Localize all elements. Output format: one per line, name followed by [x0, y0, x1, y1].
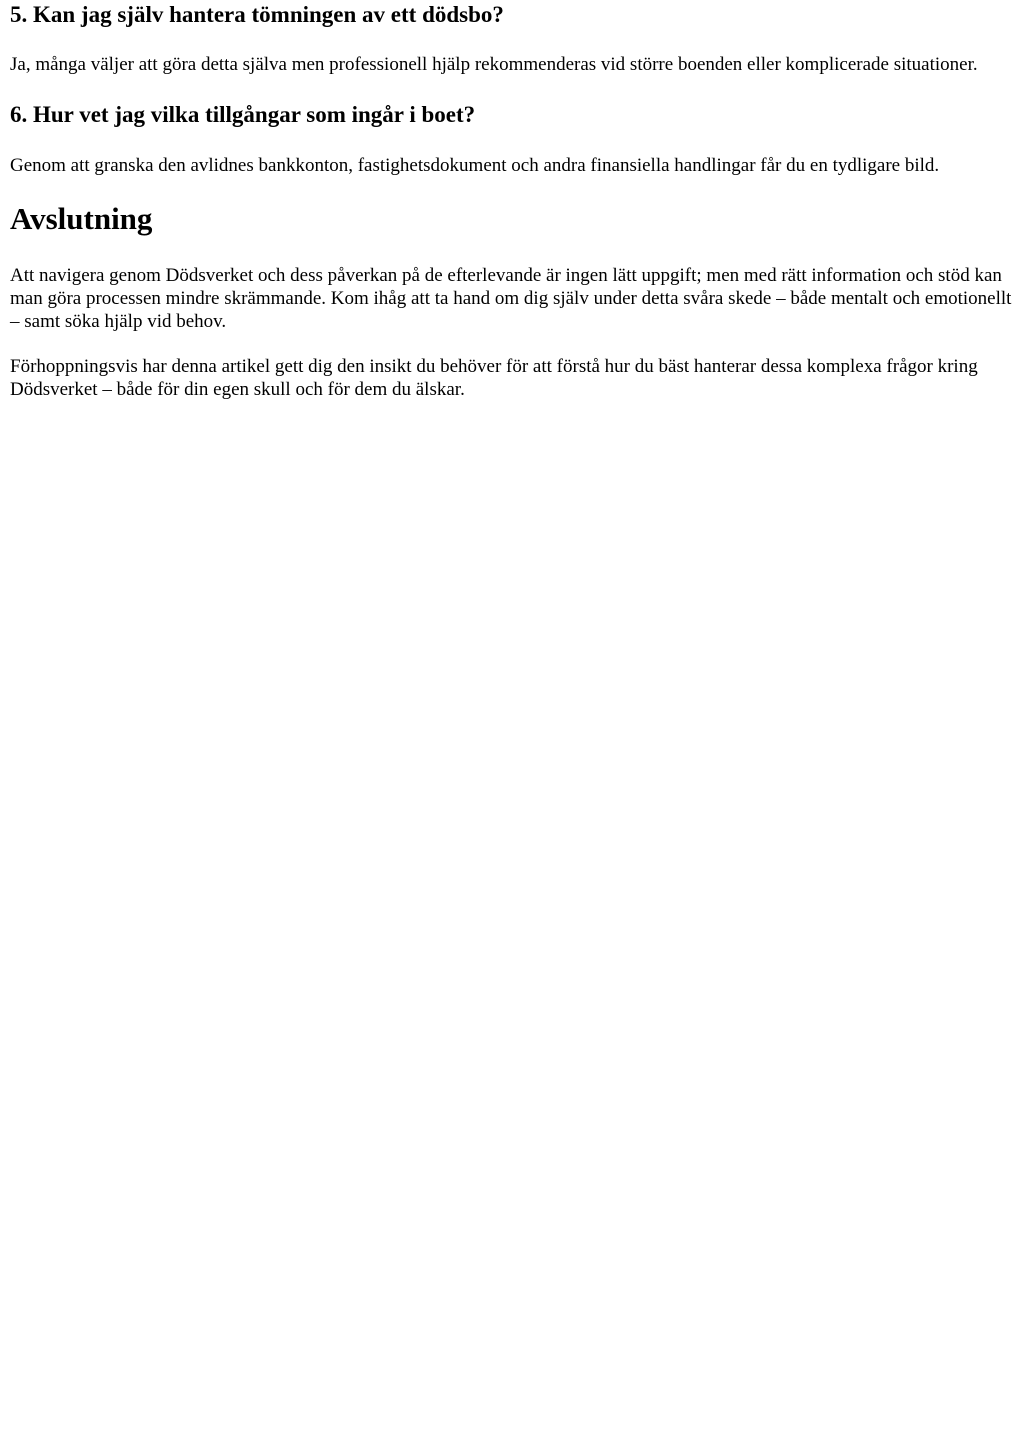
article-body — [0, 1, 1024, 401]
faq-answer-6: Genom att granska den avlidnes bankkonton, fastighetsdokument och andra finansiella handlingar får du en tydligare bild. — [10, 155, 940, 176]
faq-question-5-heading: 5. Kan jag själv hantera tömningen av ett dödsbo? — [10, 2, 504, 27]
conclusion-paragraph-2: Förhoppningsvis har denna artikel gett dig den insikt du behöver för att förstå hur du bäst hanterar dessa komplexa frågor kring Dödsverket – både för din egen skull och för dem du älskar. — [10, 356, 978, 400]
conclusion-heading: Avslutning — [10, 201, 153, 236]
faq-question-6-heading: 6. Hur vet jag vilka tillgångar som ingår i boet? — [10, 102, 476, 127]
faq-answer-5: Ja, många väljer att göra detta själva men professionell hjälp rekommenderas vid större boenden eller komplicerade situationer. — [10, 54, 978, 75]
conclusion-paragraph-1: Att navigera genom Dödsverket och dess påverkan på de efterlevande är ingen lätt uppgift; men med rätt information och stöd kan man göra processen mindre skrämmande. Kom ihåg att ta hand om dig själv under detta svåra skede – både mentalt och emotionellt – samt söka hjälp vid behov. — [10, 265, 1012, 332]
